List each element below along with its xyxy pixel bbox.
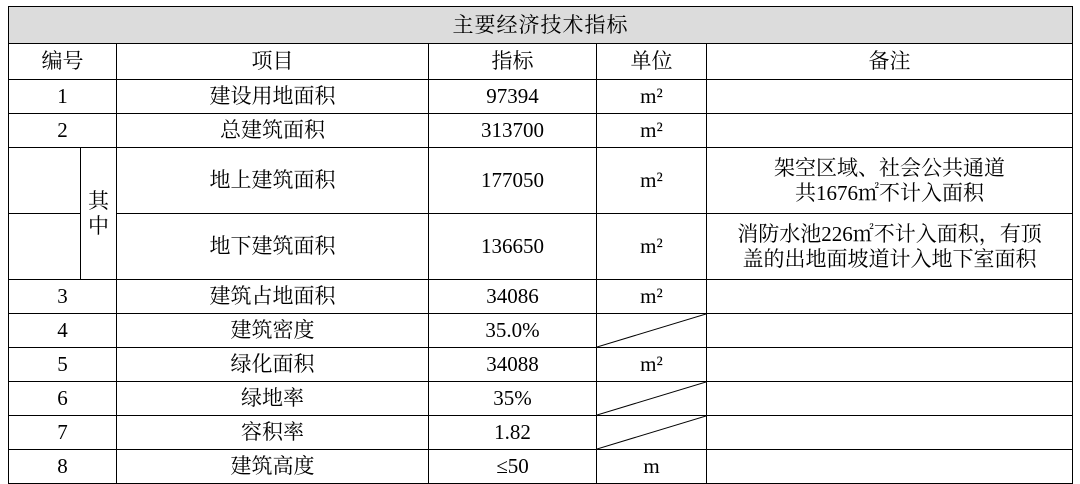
- row-no: 6: [9, 382, 117, 416]
- table-row: [9, 80, 1073, 114]
- table-row: [9, 148, 1073, 214]
- row-no: [9, 214, 81, 280]
- table-row: [9, 280, 1073, 314]
- row-unit: m: [597, 450, 707, 484]
- column-header-no: 编号: [9, 44, 117, 80]
- row-item: 地下建筑面积: [117, 214, 429, 280]
- row-no: 2: [9, 114, 117, 148]
- column-header-note: 备注: [707, 44, 1073, 80]
- row-no: 8: [9, 450, 117, 484]
- row-value: 34086: [429, 280, 597, 314]
- row-note-line2: 盖的出地面坡道计入地下室面积: [742, 246, 1037, 271]
- row-unit-empty: [597, 382, 707, 416]
- row-note: [707, 348, 1073, 382]
- row-item: 建筑占地面积: [117, 280, 429, 314]
- column-header-item: 项目: [117, 44, 429, 80]
- row-item: 建筑密度: [117, 314, 429, 348]
- row-no: 3: [9, 280, 117, 314]
- table-row: [9, 382, 1073, 416]
- row-note-line1: 消防水池226㎡不计入面积，有顶: [737, 221, 1042, 246]
- row-value: 35.0%: [429, 314, 597, 348]
- row-unit: m²: [597, 114, 707, 148]
- row-no: 4: [9, 314, 117, 348]
- row-item: 建设用地面积: [117, 80, 429, 114]
- row-value: 35%: [429, 382, 597, 416]
- row-note: [707, 214, 1073, 280]
- diagonal-slash-icon: [597, 382, 706, 415]
- row-item: 绿化面积: [117, 348, 429, 382]
- column-header-value: 指标: [429, 44, 597, 80]
- row-value: 313700: [429, 114, 597, 148]
- row-value: 1.82: [429, 416, 597, 450]
- row-note-line1: 架空区域、社会公共通道: [774, 155, 1006, 180]
- table-row: [9, 114, 1073, 148]
- row-unit: m²: [597, 280, 707, 314]
- row-value: 177050: [429, 148, 597, 214]
- table-row: [9, 214, 1073, 280]
- row-value: 136650: [429, 214, 597, 280]
- row-note: [707, 80, 1073, 114]
- table-row: [9, 348, 1073, 382]
- row-unit: m²: [597, 148, 707, 214]
- table-header-row: [9, 44, 1073, 80]
- table-row: [9, 416, 1073, 450]
- group-label-qizhong: 其中: [81, 148, 117, 280]
- row-unit-empty: [597, 416, 707, 450]
- diagonal-slash-icon: [597, 314, 706, 347]
- diagonal-slash-icon: [597, 416, 706, 449]
- row-value: 97394: [429, 80, 597, 114]
- row-note: [707, 280, 1073, 314]
- row-unit: m²: [597, 214, 707, 280]
- row-item: 地上建筑面积: [117, 148, 429, 214]
- row-note: [707, 416, 1073, 450]
- table-row: [9, 314, 1073, 348]
- row-note: [707, 114, 1073, 148]
- economic-technical-indicators-table: [8, 6, 1073, 484]
- row-no: 1: [9, 80, 117, 114]
- row-note-line2: 共1676㎡不计入面积: [795, 180, 985, 205]
- table-row: [9, 450, 1073, 484]
- row-note: [707, 382, 1073, 416]
- row-item: 绿地率: [117, 382, 429, 416]
- row-unit-empty: [597, 314, 707, 348]
- row-value: ≤50: [429, 450, 597, 484]
- row-item: 容积率: [117, 416, 429, 450]
- row-note: [707, 450, 1073, 484]
- table-title-row: [9, 7, 1073, 44]
- row-note: [707, 148, 1073, 214]
- row-no: 5: [9, 348, 117, 382]
- row-no: 7: [9, 416, 117, 450]
- table-title: 主要经济技术指标: [9, 7, 1073, 44]
- row-unit: m²: [597, 348, 707, 382]
- row-value: 34088: [429, 348, 597, 382]
- row-unit: m²: [597, 80, 707, 114]
- row-note: [707, 314, 1073, 348]
- row-item: 建筑高度: [117, 450, 429, 484]
- row-no: [9, 148, 81, 214]
- column-header-unit: 单位: [597, 44, 707, 80]
- row-item: 总建筑面积: [117, 114, 429, 148]
